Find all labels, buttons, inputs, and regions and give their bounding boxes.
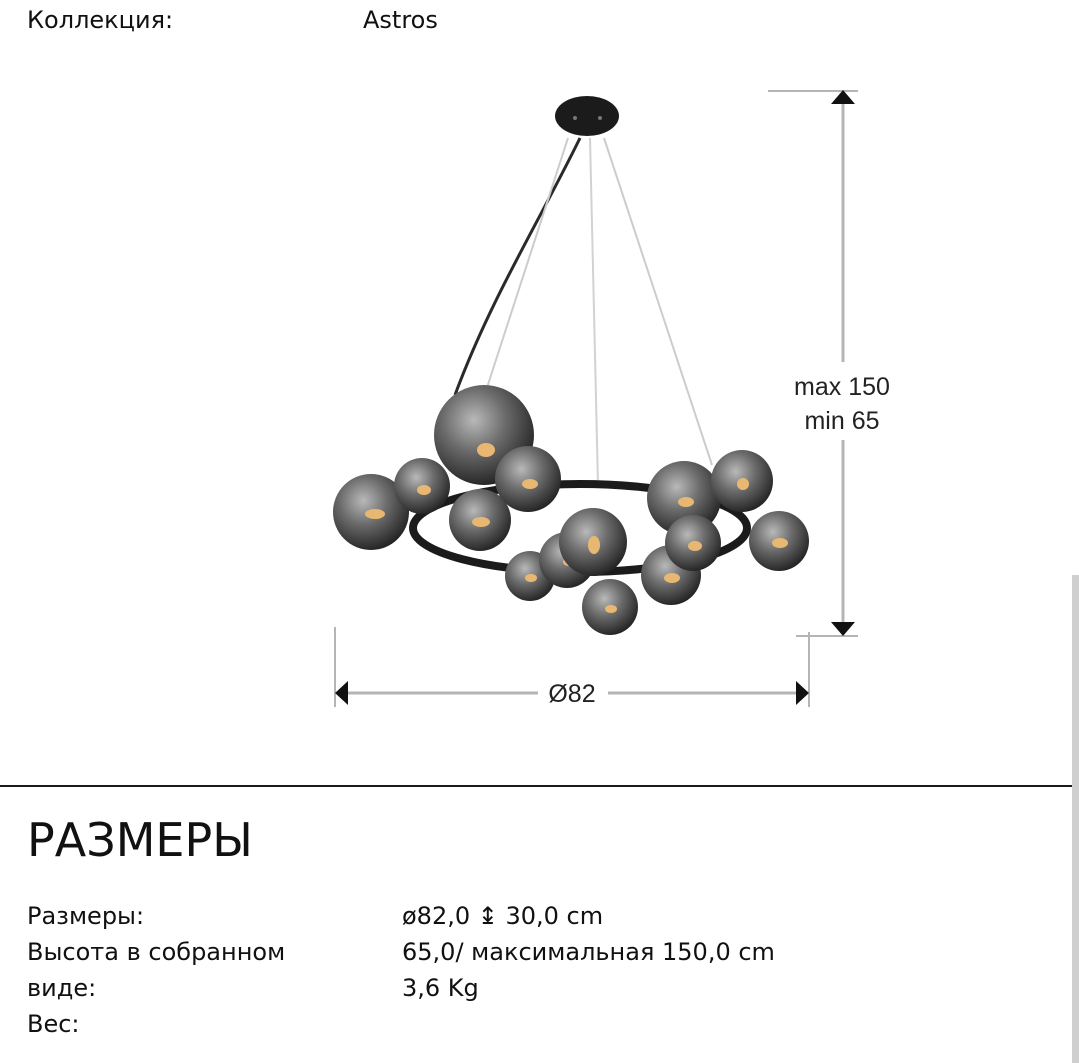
spec-label-weight: Вес: — [27, 1010, 80, 1038]
height-max-label: max 150 — [794, 373, 890, 401]
spec-value-assembled-height: 65,0/ максимальная 150,0 cm — [402, 938, 775, 966]
globe — [749, 511, 809, 571]
arrow-right-icon — [796, 681, 809, 705]
globe — [711, 450, 773, 512]
globe — [665, 515, 721, 571]
scrollbar[interactable] — [1072, 575, 1079, 1063]
section-divider — [0, 785, 1079, 787]
collection-value: Astros — [363, 6, 438, 34]
spec-label-assembled-height-cont: виде: — [27, 974, 97, 1002]
diameter-dimension — [335, 627, 809, 708]
spec-label-assembled-height: Высота в собранном — [27, 938, 286, 966]
spec-value-dimensions: ø82,0 ↨ 30,0 cm — [402, 902, 604, 930]
collection-label: Коллекция: — [27, 6, 174, 34]
glass-globes — [333, 385, 809, 635]
height-min-label: min 65 — [804, 407, 880, 435]
product-image — [0, 60, 1079, 740]
arrow-down-icon — [831, 622, 855, 636]
globe — [449, 489, 511, 551]
spec-label-dimensions: Размеры: — [27, 902, 145, 930]
spec-labels — [27, 898, 357, 1042]
arrow-up-icon — [831, 90, 855, 104]
spec-value-weight: 3,6 Kg — [402, 974, 479, 1002]
globe — [582, 579, 638, 635]
globe — [559, 508, 627, 576]
section-title: РАЗМЕРЫ — [27, 813, 253, 867]
canopy — [555, 96, 619, 136]
spec-values — [402, 898, 1042, 1006]
arrow-left-icon — [335, 681, 348, 705]
diameter-label: Ø82 — [548, 680, 596, 708]
globe — [394, 458, 450, 514]
